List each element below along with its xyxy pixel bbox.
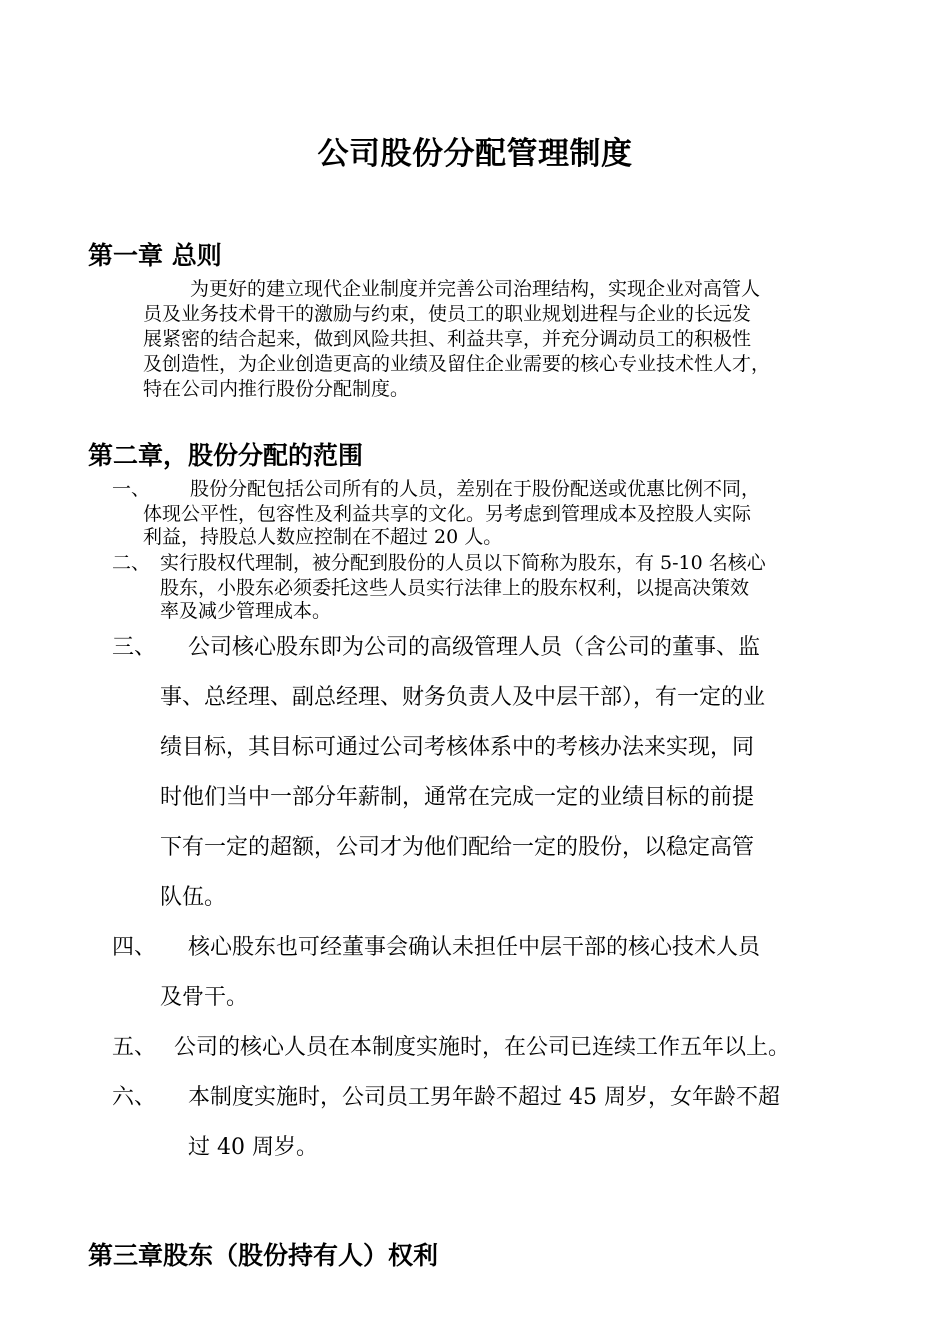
chapter-3-heading: 第三章股东（股份持有人）权利 <box>88 1241 439 1270</box>
list-item-marker: 二、 <box>112 552 151 574</box>
list-item-line: 及骨干。 <box>160 985 249 1010</box>
list-item-line: 队伍。 <box>160 885 227 910</box>
list-item-line: 公司的核心人员在本制度实施时，在公司已连续工作五年以上。 <box>174 1035 791 1060</box>
list-item-marker: 五、 <box>112 1035 157 1060</box>
list-item-line: 实行股权代理制，被分配到股份的人员以下简称为股东，有 5-10 名核心 <box>160 552 766 574</box>
chapter-1-line: 及创造性，为企业创造更高的业绩及留住企业需要的核心专业技术性人才， <box>143 353 771 375</box>
list-item-line: 公司核心股东即为公司的高级管理人员（含公司的董事、监 <box>188 635 761 660</box>
list-item-line: 股份分配包括公司所有的人员，差别在于股份配送或优惠比例不同， <box>190 478 761 500</box>
list-item-line: 利益，持股总人数应控制在不超过 20 人。 <box>143 526 503 548</box>
list-item-line: 股东，小股东必须委托这些人员实行法律上的股东权利，以提高决策效 <box>160 577 750 599</box>
list-item-line: 率及减少管理成本。 <box>160 600 332 622</box>
chapter-1-line: 为更好的建立现代企业制度并完善公司治理结构，实现企业对高管人 <box>190 278 761 300</box>
list-item-line: 本制度实施时，公司员工男年龄不超过 45 周岁，女年龄不超 <box>188 1085 780 1110</box>
chapter-1-line: 展紧密的结合起来，做到风险共担、利益共享，并充分调动员工的积极性 <box>143 328 752 350</box>
list-item-marker: 六、 <box>112 1085 157 1110</box>
list-item-marker: 四、 <box>112 935 157 960</box>
list-item-line: 下有一定的超额，公司才为他们配给一定的股份，以稳定高管 <box>160 835 755 860</box>
list-item-line: 过 40 周岁。 <box>188 1135 318 1160</box>
list-item-line: 绩目标，其目标可通过公司考核体系中的考核办法来实现，同 <box>160 735 755 760</box>
list-item-line: 事、总经理、副总经理、财务负责人及中层干部），有一定的业 <box>160 685 766 710</box>
list-item-line: 核心股东也可经董事会确认未担任中层干部的核心技术人员 <box>188 935 761 960</box>
document-title: 公司股份分配管理制度 <box>317 136 633 172</box>
chapter-2-heading: 第二章，股份分配的范围 <box>88 441 364 470</box>
list-item-line: 体现公平性，包容性及利益共享的文化。另考虑到管理成本及控股人实际 <box>143 503 752 525</box>
list-item-marker: 三、 <box>112 635 157 660</box>
chapter-1-line: 员及业务技术骨干的激励与约束，使员工的职业规划进程与企业的长远发 <box>143 303 752 325</box>
list-item-marker: 一、 <box>112 478 151 500</box>
list-item-line: 时他们当中一部分年薪制，通常在完成一定的业绩目标的前提 <box>160 785 755 810</box>
chapter-1-line: 特在公司内推行股份分配制度。 <box>143 378 410 400</box>
chapter-1-heading: 第一章 总则 <box>88 241 222 270</box>
